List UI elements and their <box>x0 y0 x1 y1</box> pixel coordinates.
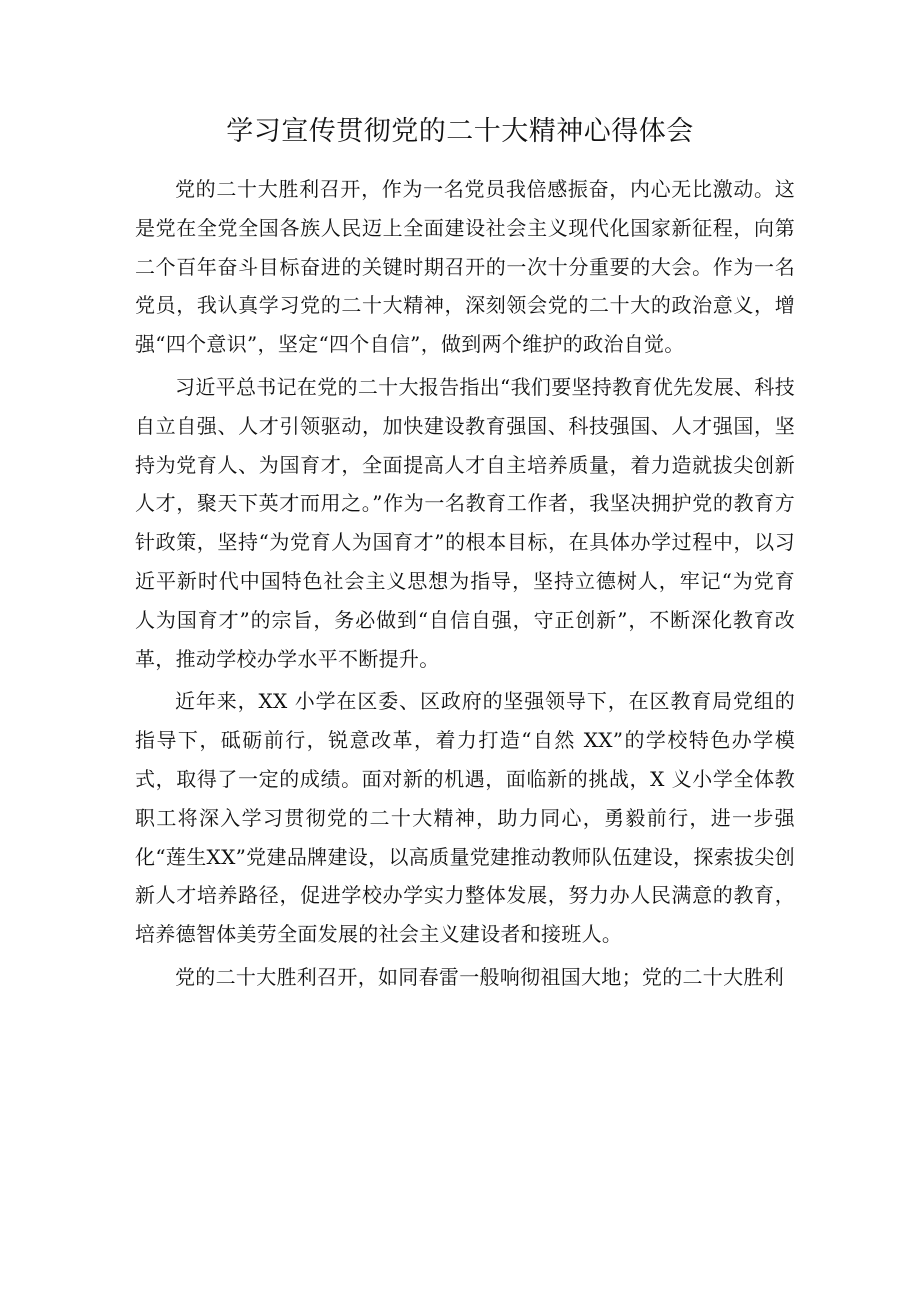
paragraph-3: 近年来，XX 小学在区委、区政府的坚强领导下，在区教育局党组的指导下，砥砺前行，锐意改革，着力打造“自然 XX”的学校特色办学模式，取得了一定的成绩。面对新的机遇，面临新的挑战，X 义小学全体教职工将深入学习贯彻党的二十大精神，助力同心，勇毅前行，进一步强化“莲生XX”党建品牌建设，以高质量党建推动教师队伍建设，探索拔尖创新人才培养路径，促进学校办学实力整体发展，努力办人民满意的教育，培养德智体美劳全面发展的社会主义建设者和接班人。 <box>135 689 795 947</box>
document-body <box>135 170 795 1001</box>
paragraph-2: 习近平总书记在党的二十大报告指出“我们要坚持教育优先发展、科技自立自强、人才引领驱动，加快建设教育强国、科技强国、人才强国，坚持为党育人、为国育才，全面提高人才自主培养质量，着力造就拔尖创新人才，聚天下英才而用之。”作为一名教育工作者，我坚决拥护党的教育方针政策，坚持“为党育人为国育才”的根本目标，在具体办学过程中，以习近平新时代中国特色社会主义思想为指导，坚持立德树人，牢记“为党育人为国育才”的宗旨，务必做到“自信自强，守正创新”，不断深化教育改革，推动学校办学水平不断提升。 <box>135 374 795 671</box>
paragraph-4: 党的二十大胜利召开，如同春雷一般响彻祖国大地；党的二十大胜利 <box>175 964 784 989</box>
document-title: 学习宣传贯彻党的二十大精神心得体会 <box>226 116 694 147</box>
paragraph-1: 党的二十大胜利召开，作为一名党员我倍感振奋，内心无比激动。这是党在全党全国各族人民迈上全面建设社会主义现代化国家新征程，向第二个百年奋斗目标奋进的关键时期召开的一次十分重要的大会。作为一名党员，我认真学习党的二十大精神，深刻领会党的二十大的政治意义，增强“四个意识”，坚定“四个自信”，做到两个维护的政治自觉。 <box>135 177 795 357</box>
